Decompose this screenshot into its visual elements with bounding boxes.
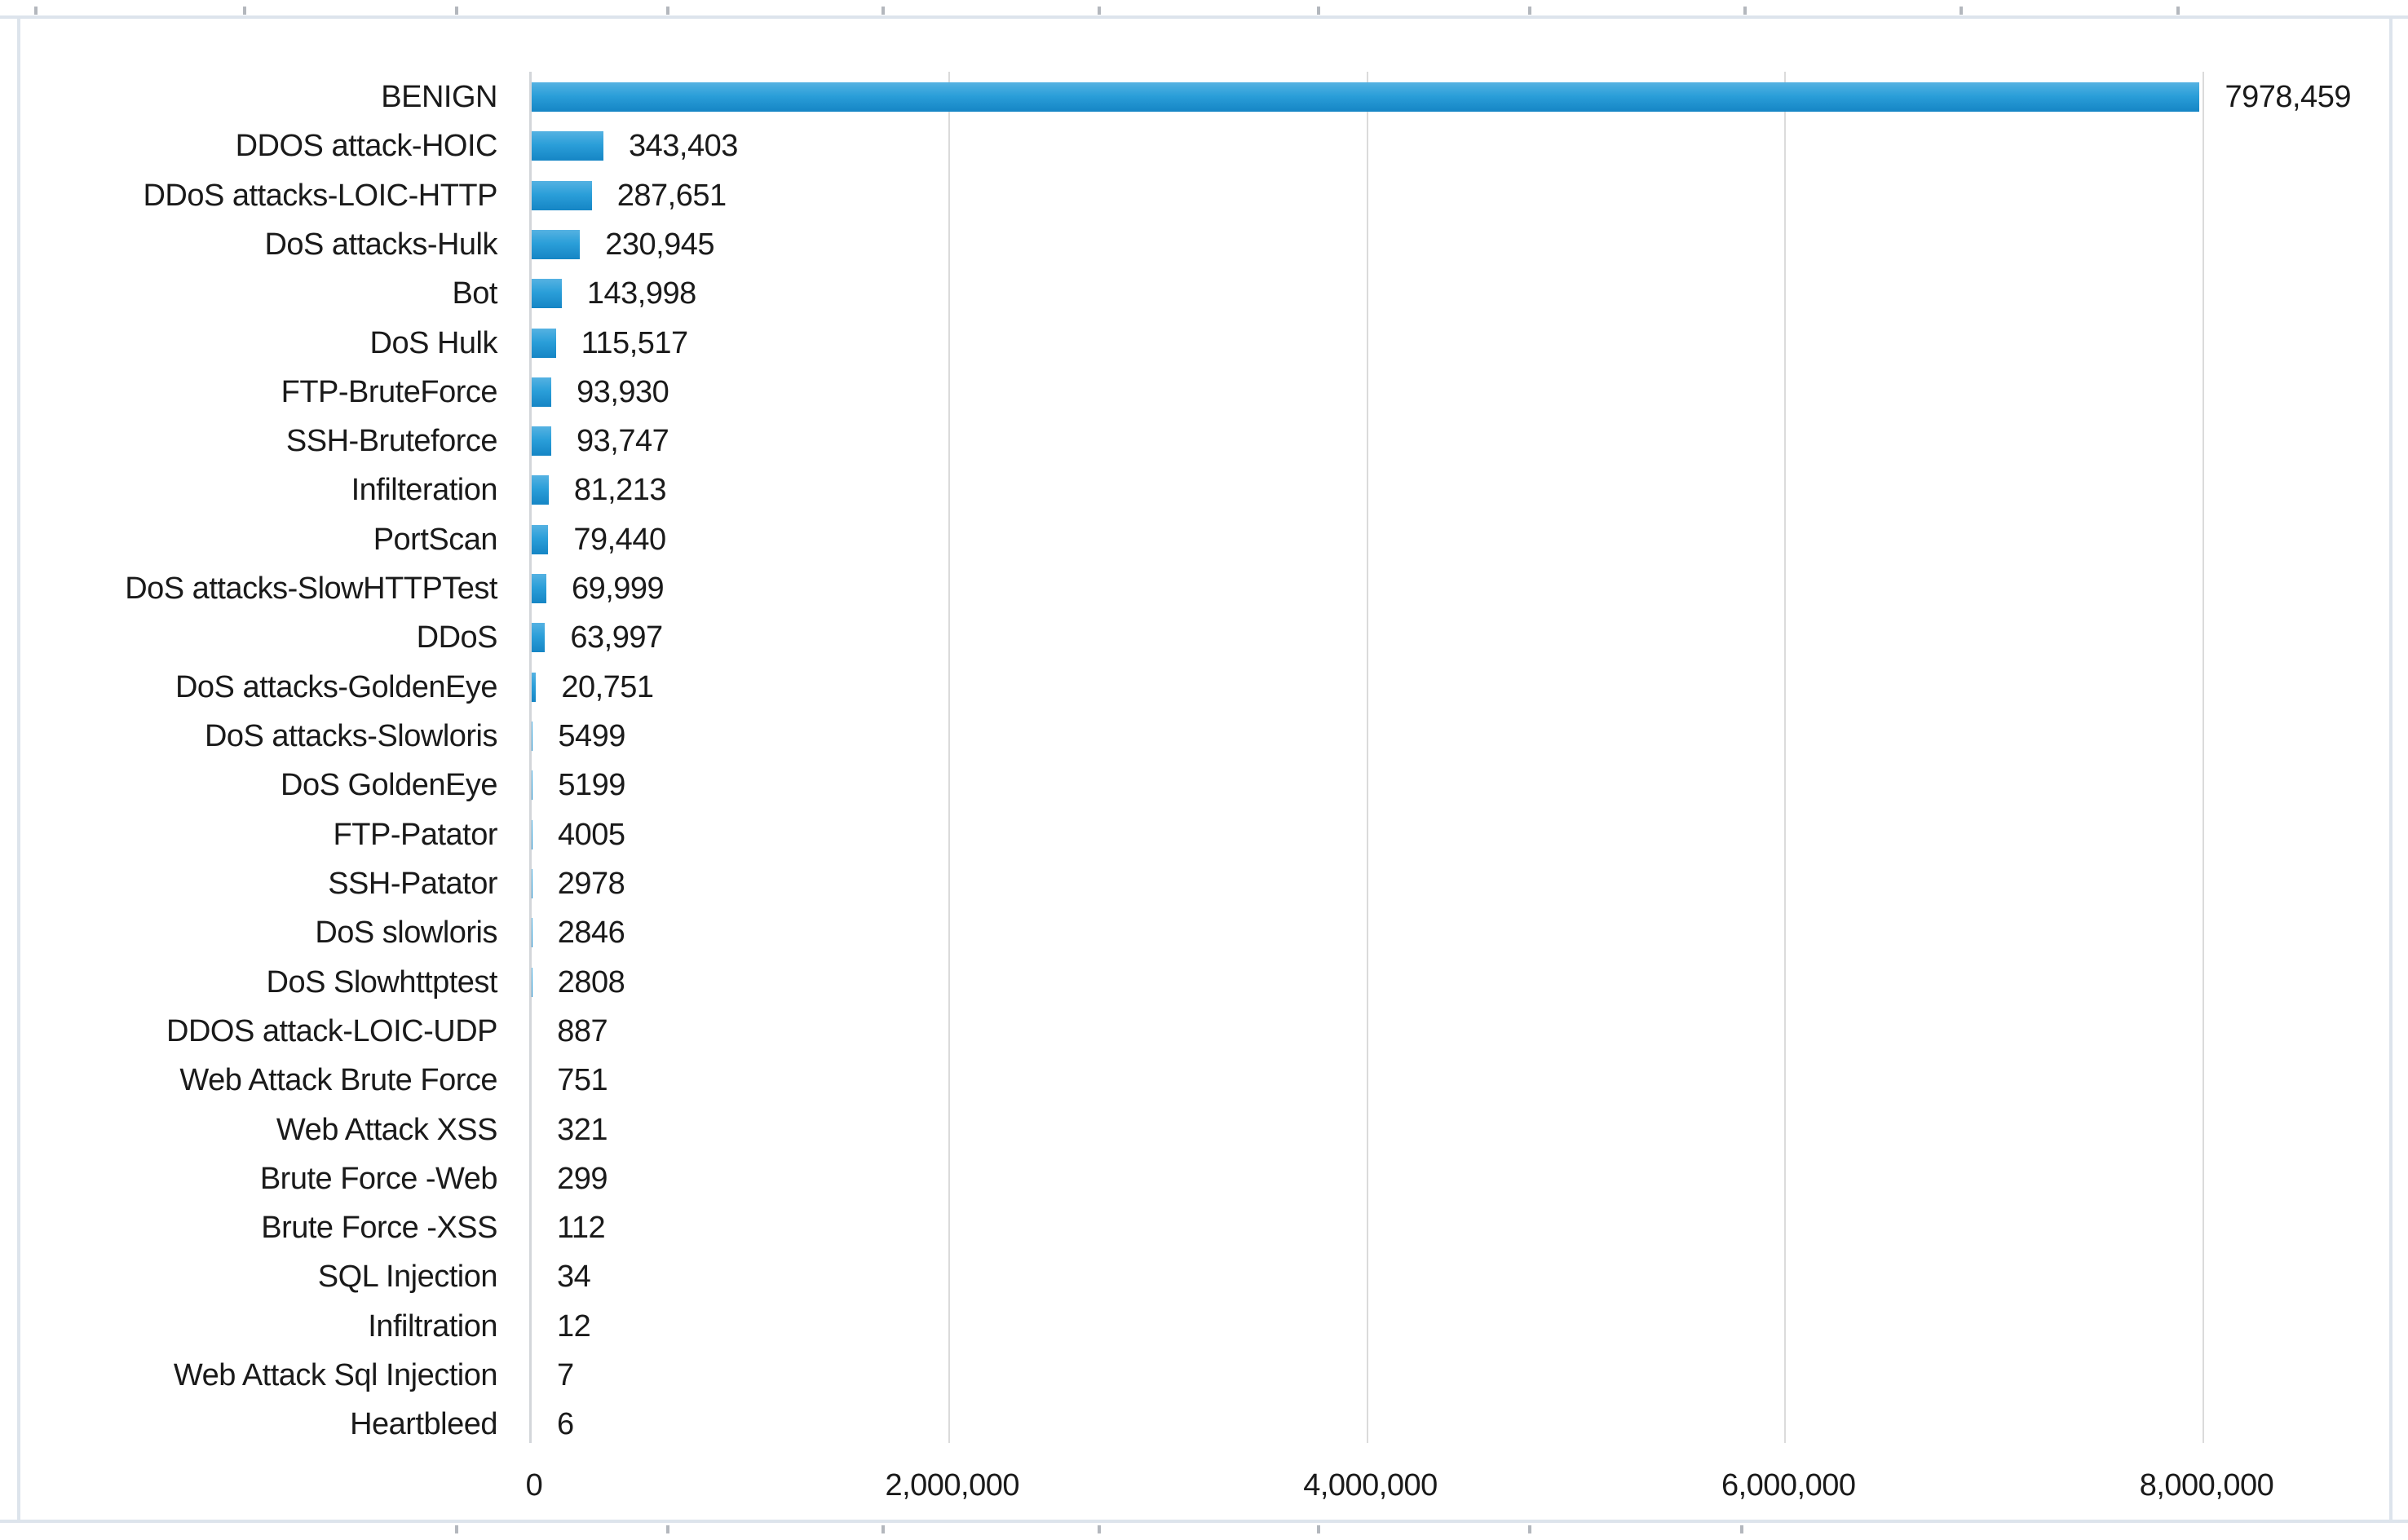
category-label: DDoS xyxy=(416,620,497,655)
data-label: 20,751 xyxy=(561,669,654,704)
data-label: 93,747 xyxy=(577,424,669,459)
data-label: 112 xyxy=(557,1211,606,1246)
data-label: 6 xyxy=(557,1407,574,1442)
category-label: DoS attacks-Slowloris xyxy=(204,719,497,754)
bar[interactable] xyxy=(532,623,545,652)
bar[interactable] xyxy=(532,181,592,210)
bar[interactable] xyxy=(532,131,603,161)
data-label: 2978 xyxy=(557,866,625,901)
category-label: Web Attack XSS xyxy=(276,1112,497,1147)
data-label: 115,517 xyxy=(581,325,688,360)
bar[interactable] xyxy=(532,329,556,358)
data-label: 299 xyxy=(557,1161,608,1196)
data-label: 751 xyxy=(557,1063,608,1098)
value-axis-tick-label: 0 xyxy=(525,1468,543,1502)
category-label: FTP-Patator xyxy=(333,817,497,852)
bar[interactable] xyxy=(532,377,551,407)
category-label: DoS attacks-Hulk xyxy=(264,227,497,262)
data-label: 321 xyxy=(557,1112,608,1147)
category-label: Infilteration xyxy=(351,473,497,508)
bar[interactable] xyxy=(532,426,551,456)
data-label: 12 xyxy=(557,1308,591,1344)
value-axis-tick-label: 4,000,000 xyxy=(1303,1468,1438,1502)
category-label: Web Attack Sql Injection xyxy=(173,1358,497,1393)
data-label: 93,930 xyxy=(577,374,669,409)
data-label: 63,997 xyxy=(570,620,663,655)
category-label: Web Attack Brute Force xyxy=(179,1063,497,1098)
value-axis-tick-label: 2,000,000 xyxy=(885,1468,1020,1502)
data-label: 4005 xyxy=(558,817,625,852)
category-label: Heartbleed xyxy=(350,1407,497,1442)
category-label: Bot xyxy=(452,276,497,311)
value-axis-tick-label: 6,000,000 xyxy=(1721,1468,1856,1502)
bar[interactable] xyxy=(532,82,2199,112)
value-axis-tick-label: 8,000,000 xyxy=(2139,1468,2274,1502)
category-label: Infiltration xyxy=(368,1308,497,1344)
data-label: 287,651 xyxy=(616,178,727,213)
category-label: DoS Hulk xyxy=(369,325,497,360)
category-label: Brute Force -Web xyxy=(259,1161,497,1196)
category-label: DoS attacks-GoldenEye xyxy=(175,669,497,704)
value-axis-gridline xyxy=(948,72,950,1443)
data-label: 143,998 xyxy=(586,276,696,311)
category-label: DoS Slowhttptest xyxy=(266,964,497,999)
data-label: 5499 xyxy=(558,719,625,754)
data-label: 81,213 xyxy=(573,473,667,508)
value-axis-gridline xyxy=(2203,72,2204,1443)
data-label: 230,945 xyxy=(605,227,715,262)
bar[interactable] xyxy=(532,525,548,554)
category-label: BENIGN xyxy=(381,80,497,114)
category-label: DDoS attacks-LOIC-HTTP xyxy=(143,178,497,213)
category-label: PortScan xyxy=(373,522,497,557)
value-axis-gridline xyxy=(1784,72,1786,1443)
data-label: 2846 xyxy=(557,916,625,951)
data-label: 69,999 xyxy=(571,571,665,607)
data-label: 7978,459 xyxy=(2225,80,2351,114)
bar[interactable] xyxy=(532,574,546,603)
data-label: 5199 xyxy=(558,768,625,803)
data-label: 7 xyxy=(557,1358,574,1393)
category-label: SQL Injection xyxy=(317,1260,497,1295)
bar[interactable] xyxy=(532,673,536,702)
data-label: 2808 xyxy=(557,964,625,999)
category-label: DoS attacks-SlowHTTPTest xyxy=(125,571,497,607)
value-axis-gridline xyxy=(1367,72,1368,1443)
bar[interactable] xyxy=(532,230,580,259)
category-label: DDOS attack-HOIC xyxy=(235,129,497,164)
category-label: FTP-BruteForce xyxy=(281,374,497,409)
data-label: 343,403 xyxy=(629,129,738,164)
data-label: 887 xyxy=(557,1013,608,1048)
data-label: 34 xyxy=(557,1260,591,1295)
category-label: Brute Force -XSS xyxy=(261,1211,497,1246)
data-label: 79,440 xyxy=(573,522,666,557)
bar[interactable] xyxy=(532,475,549,505)
category-label: SSH-Patator xyxy=(328,866,497,901)
category-label: DoS slowloris xyxy=(315,916,497,951)
category-label: DDOS attack-LOIC-UDP xyxy=(166,1013,497,1048)
category-label: SSH-Bruteforce xyxy=(285,424,497,459)
category-label: DoS GoldenEye xyxy=(281,768,497,803)
bar[interactable] xyxy=(532,279,562,308)
